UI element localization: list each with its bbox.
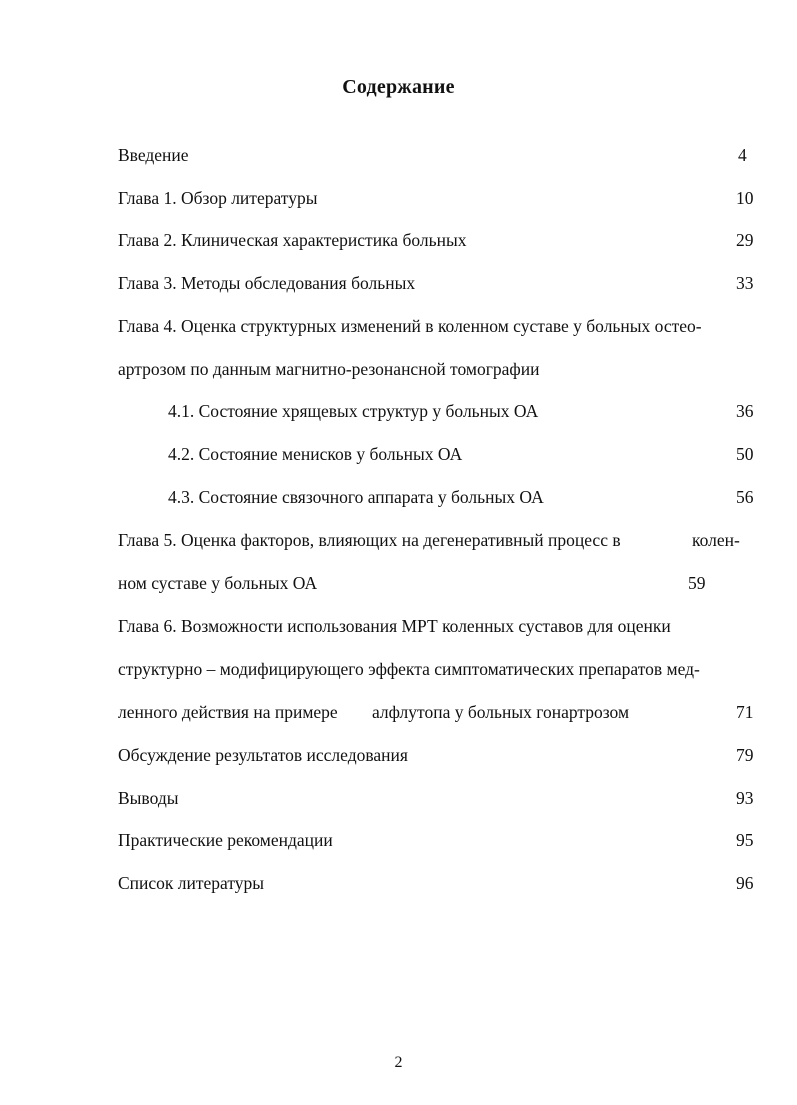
- toc-page-4-1: 36: [736, 401, 754, 421]
- toc-entry-ch6-line3b: алфлутопа у больных гонартрозом: [372, 702, 630, 722]
- toc-page-ch2: 29: [736, 230, 754, 250]
- toc-page-ch5: 59: [688, 573, 706, 593]
- toc-entry-intro: Введение: [118, 145, 189, 165]
- page-title: Содержание: [342, 76, 455, 98]
- toc-page-recommendations: 95: [736, 830, 754, 850]
- toc-entry-ch1: Глава 1. Обзор литературы: [118, 188, 318, 208]
- toc-entry-4-2: 4.2. Состояние менисков у больных ОА: [168, 444, 463, 464]
- toc-entry-4-1: 4.1. Состояние хрящевых структур у больных ОА: [168, 401, 539, 421]
- toc-entry-discussion: Обсуждение результатов исследования: [118, 745, 408, 765]
- toc-entry-ch4-line1: Глава 4. Оценка структурных изменений в коленном суставе у больных остео-: [118, 316, 702, 336]
- toc-page-references: 96: [736, 873, 754, 893]
- toc-page-discussion: 79: [736, 745, 754, 765]
- toc-entry-ch6-line1: Глава 6. Возможности использования МРТ коленных суставов для оценки: [118, 616, 671, 636]
- toc-page-conclusions: 93: [736, 788, 754, 808]
- toc-page-ch1: 10: [736, 188, 754, 208]
- toc-entry-ch4-line2: артрозом по данным магнитно-резонансной томографии: [118, 359, 540, 379]
- toc-entry-ch5-hyphen: колен-: [692, 530, 740, 550]
- toc-page-ch3: 33: [736, 273, 754, 293]
- toc-entry-ch2: Глава 2. Клиническая характеристика больных: [118, 230, 467, 250]
- toc-entry-conclusions: Выводы: [118, 788, 179, 808]
- toc-entry-ch5-line2: ном суставе у больных ОА: [118, 573, 318, 593]
- toc-entry-references: Список литературы: [118, 873, 265, 893]
- toc-page-4-3: 56: [736, 487, 754, 507]
- toc-entry-4-3: 4.3. Состояние связочного аппарата у больных ОА: [168, 487, 544, 507]
- toc-page-intro: 4: [738, 145, 747, 165]
- toc-page-ch6: 71: [736, 702, 754, 722]
- page-number: 2: [394, 1054, 403, 1071]
- toc-entry-recommendations: Практические рекомендации: [118, 830, 333, 850]
- toc-entry-ch6-line2: структурно – модифицирующего эффекта симптоматических препаратов мед-: [118, 659, 700, 679]
- toc-entry-ch6-line3a: ленного действия на примере: [118, 702, 338, 722]
- toc-entry-ch3: Глава 3. Методы обследования больных: [118, 273, 416, 293]
- toc-page-4-2: 50: [736, 444, 754, 464]
- toc-entry-ch5-line1: Глава 5. Оценка факторов, влияющих на дегенеративный процесс в: [118, 530, 621, 550]
